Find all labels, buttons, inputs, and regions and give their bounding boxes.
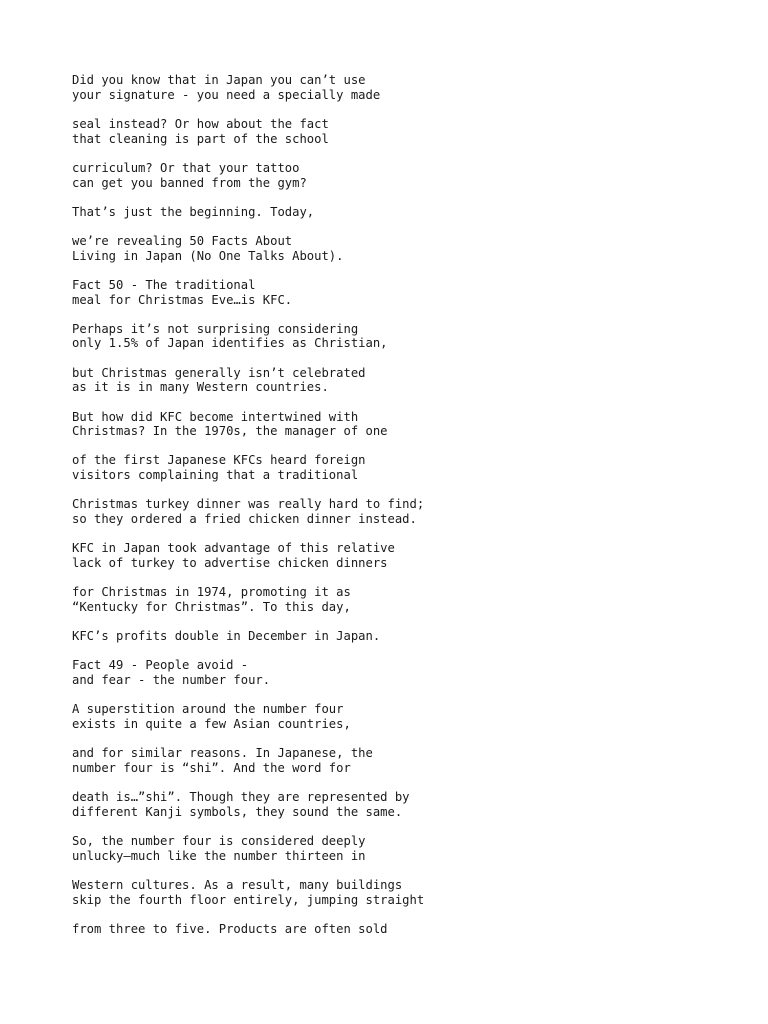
text-line: But how did KFC become intertwined with — [72, 409, 359, 424]
text-line: curriculum? Or that your tattoo — [72, 160, 300, 175]
text-line: meal for Christmas Eve…is KFC. — [72, 292, 293, 307]
text-line: “Kentucky for Christmas”. To this day, — [72, 599, 351, 614]
text-paragraph — [72, 161, 752, 190]
text-line: number four is “shi”. And the word for — [72, 760, 351, 775]
text-paragraph — [72, 834, 752, 863]
text-line: Fact 49 - People avoid - — [72, 658, 249, 673]
text-paragraph — [72, 790, 752, 819]
text-paragraph — [72, 73, 752, 102]
text-paragraph — [72, 922, 752, 937]
text-line: but Christmas generally isn’t celebrated — [72, 365, 366, 380]
text-line: seal instead? Or how about the fact — [72, 116, 329, 131]
text-paragraph — [72, 117, 752, 146]
text-line: Living in Japan (No One Talks About). — [72, 248, 344, 263]
text-line: of the first Japanese KFCs heard foreign — [72, 453, 366, 468]
text-paragraph — [72, 205, 752, 220]
text-paragraph — [72, 878, 752, 907]
text-paragraph — [72, 366, 752, 395]
text-paragraph — [72, 278, 752, 307]
text-paragraph — [72, 702, 752, 731]
text-line: unlucky—much like the number thirteen in — [72, 848, 366, 863]
text-line: so they ordered a fried chicken dinner instead. — [72, 512, 417, 527]
text-line: from three to five. Products are often sold — [72, 921, 388, 936]
text-line: That’s just the beginning. Today, — [72, 204, 315, 219]
text-line: exists in quite a few Asian countries, — [72, 716, 351, 731]
text-line: Christmas turkey dinner was really hard to find; — [72, 497, 425, 512]
transcript-text — [72, 73, 752, 951]
text-line: Perhaps it’s not surprising considering — [72, 321, 359, 336]
text-line: A superstition around the number four — [72, 702, 344, 717]
text-line: as it is in many Western countries. — [72, 380, 329, 395]
text-line: KFC in Japan took advantage of this relative — [72, 541, 395, 556]
text-line: Fact 50 - The traditional — [72, 277, 256, 292]
text-paragraph — [72, 585, 752, 614]
text-line: KFC’s profits double in December in Japan. — [72, 629, 381, 644]
text-line: lack of turkey to advertise chicken dinners — [72, 555, 388, 570]
text-line: and fear - the number four. — [72, 672, 271, 687]
text-line: Western cultures. As a result, many buildings — [72, 877, 403, 892]
text-paragraph — [72, 629, 752, 644]
text-line: visitors complaining that a traditional — [72, 468, 359, 483]
text-paragraph — [72, 541, 752, 570]
text-paragraph — [72, 746, 752, 775]
text-line: skip the fourth floor entirely, jumping straight — [72, 892, 425, 907]
text-line: for Christmas in 1974, promoting it as — [72, 585, 351, 600]
text-line: different Kanji symbols, they sound the same. — [72, 804, 403, 819]
text-paragraph — [72, 453, 752, 482]
text-line: So, the number four is considered deeply — [72, 833, 366, 848]
text-paragraph — [72, 497, 752, 526]
text-line: death is…”shi”. Though they are represented by — [72, 790, 410, 804]
text-line: your signature - you need a specially made — [72, 87, 381, 102]
text-line: can get you banned from the gym? — [72, 175, 307, 190]
text-line: Did you know that in Japan you can’t use — [72, 73, 366, 87]
text-line: Christmas? In the 1970s, the manager of one — [72, 424, 388, 439]
text-paragraph — [72, 234, 752, 263]
text-line: we’re revealing 50 Facts About — [72, 233, 293, 248]
text-paragraph — [72, 410, 752, 439]
text-line: only 1.5% of Japan identifies as Christian, — [72, 336, 388, 351]
text-paragraph — [72, 322, 752, 351]
text-line: and for similar reasons. In Japanese, the — [72, 746, 373, 761]
text-line: that cleaning is part of the school — [72, 131, 329, 146]
text-paragraph — [72, 658, 752, 687]
